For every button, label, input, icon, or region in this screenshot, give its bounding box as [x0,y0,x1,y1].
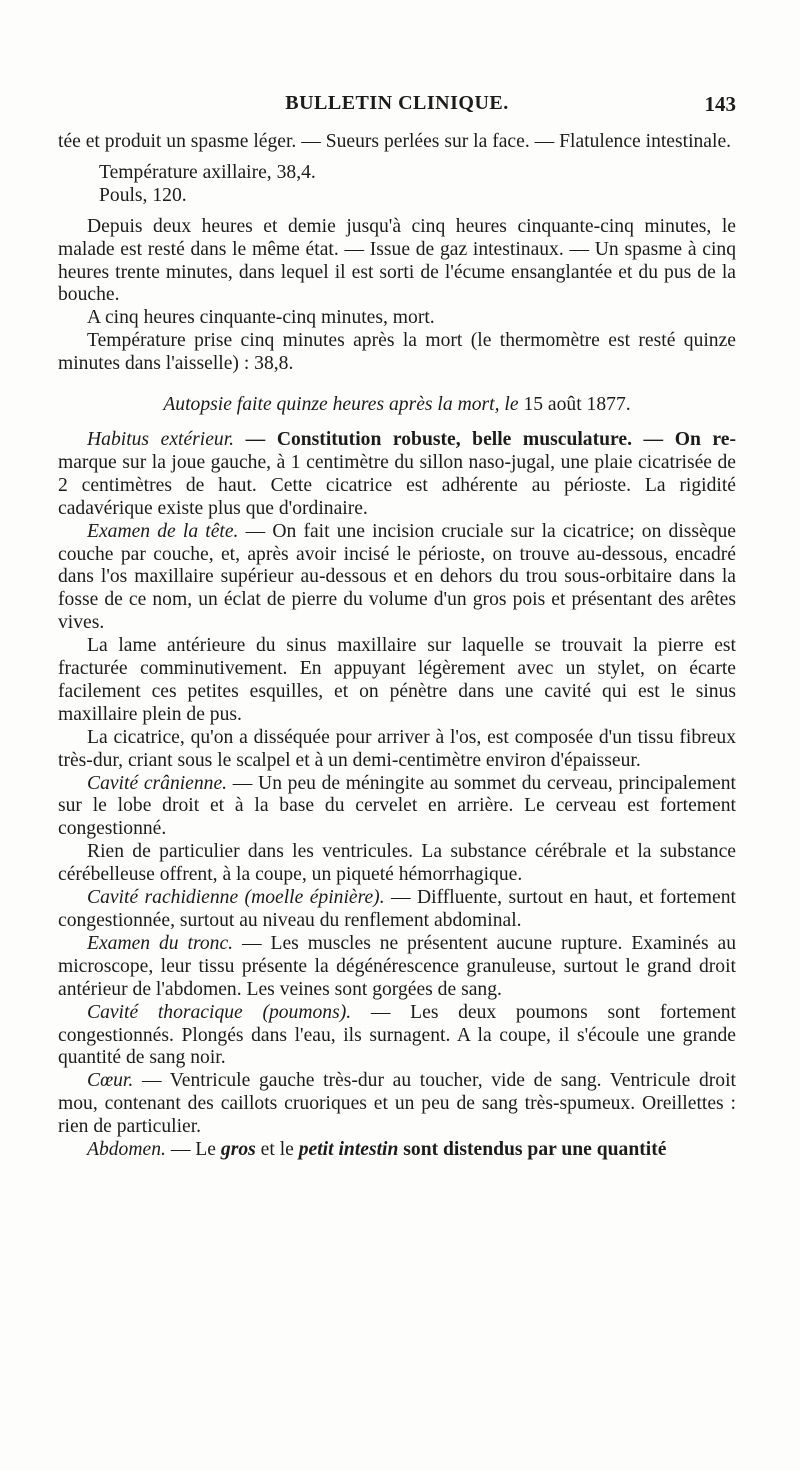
section-label: Abdomen. [87,1139,166,1161]
autopsy-heading-text: Autopsie faite quinze heures après la mort, le [163,394,519,416]
paragraph-coeur [58,1070,736,1139]
paragraph: La lame antérieure du sinus maxillaire sur laquelle se trouvait la pierre est fracturée comminutivement. En appuyant légèrement avec un stylet, on écarte facilement ces petites esquilles, et on pénètre dans une cavité qui est le sinus maxillaire plein de pus. [58,635,736,725]
measurement-temperature: Température axillaire, 38,4. [99,161,316,183]
paragraph-text: — Diffluente, surtout en haut, et fortement congestionnée, surtout au niveau du renflement abdominal. [58,887,736,931]
section-label: Examen du tronc. [87,932,234,954]
paragraph-text: — Un peu de méningite au sommet du cerveau, principalement sur le lobe droit et à la base du cervelet en arrière. Le cerveau est fortement congestionné. [58,772,736,840]
page-number: 143 [704,92,736,116]
autopsy-heading [58,394,736,417]
paragraph: La cicatrice, qu'on a disséquée pour arriver à l'os, est composée d'un tissu fibreux très-dur, criant sous le scalpel et à un demi-centimètre environ d'épaisseur. [58,726,736,771]
paragraph: Rien de particulier dans les ventricules. La substance cérébrale et la substance cérébelleuse offrent, à la coupe, un piqueté hémorrhagique. [58,841,736,886]
section-label: Examen de la tête. [87,520,239,542]
paragraph: Température prise cinq minutes après la mort (le thermomètre est resté quinze minutes dans l'aisselle) : 38,8. [58,330,736,375]
running-title: BULLETIN CLINIQUE. [285,92,509,114]
paragraph-text: — Le [170,1139,216,1161]
paragraph-text: marque sur la joue gauche, à 1 centimètre du sillon naso-jugal, une plaie cicatrisée de 2 centimètres de haut. Cette cicatrice est adhérente au périoste. La rigidité cadavérique existe plus que d'ordinaire. [58,451,736,519]
paragraph-text: — Les muscles ne présentent aucune rupture. Examinés au microscope, leur tissu présente la dégénérescence granuleuse, surtout le grand droit antérieur de l'abdomen. Les veines sont gorgées de sang. [58,932,737,1000]
paragraph-habitus [58,429,736,521]
paragraph: Depuis deux heures et demie jusqu'à cinq heures cinquante-cinq minutes, le malade est resté dans le même état. — Issue de gaz intestinaux. — Un spasme à cinq heures trente minutes, dans lequel il est sorti de l'écume ensanglantée et du pus de la bouche. [58,215,736,306]
paragraph-cavite-rachidienne [58,887,736,933]
paragraph-examen-tronc [58,933,736,1002]
measurement-pulse: Pouls, 120. [99,184,187,206]
paragraph: A cinq heures cinquante-cinq minutes, mort. [87,307,435,329]
section-label: Cavité rachidienne [87,887,239,909]
body-text [58,131,736,1162]
paragraph-examen-tete [58,521,736,636]
paragraph-cavite-cranienne [58,773,736,842]
section-label: Cavité thoracique [87,1001,243,1023]
paragraph-text: — Les deux poumons sont fortement congestionnés. Plongés dans l'eau, ils surnagent. A la coupe, il s'écoule une grande quantité de sang noir. [58,1001,736,1069]
paragraph-cavite-thoracique [58,1002,736,1071]
section-label: Habitus extérieur. [87,428,235,450]
emphasis-petit-intestin: petit intestin [298,1139,399,1161]
paragraph-text: sont distendus par une quantité [403,1139,667,1161]
paragraph-text-bold: — Constitution robuste, belle musculature. — On re- [245,428,736,450]
emphasis-gros: gros [220,1139,256,1161]
section-label-sub: (moelle épinière). [244,887,385,909]
paragraph-text: — On fait une incision cruciale sur la cicatrice; on dissèque couche par couche, et, après avoir incisé le périoste, on trouve au-dessous, encadré dans l'os maxillaire supérieur au-dessous et en dehors du trou sous-orbitaire dans la fosse de ce nom, un éclat de pierre du volume d'un gros pois et présentant des arêtes vives. [58,520,737,634]
paragraph-text: et le [260,1139,294,1161]
section-label: Cœur. [87,1070,134,1092]
paragraph-text: — Ventricule gauche très-dur au toucher, vide de sang. Ventricule droit mou, contenant des caillots cruoriques et un peu de sang très-spumeux. Oreillettes : rien de particulier. [58,1070,736,1138]
page-header [58,92,736,122]
section-label: Cavité crânienne. [87,772,228,794]
section-label-sub: (poumons). [262,1001,352,1023]
paragraph-abdomen [58,1139,736,1162]
paragraph-continuation: tée et produit un spasme léger. — Sueurs perlées sur la face. — Flatulence intestinale. [58,131,732,152]
autopsy-date: 15 août 1877. [523,394,631,416]
